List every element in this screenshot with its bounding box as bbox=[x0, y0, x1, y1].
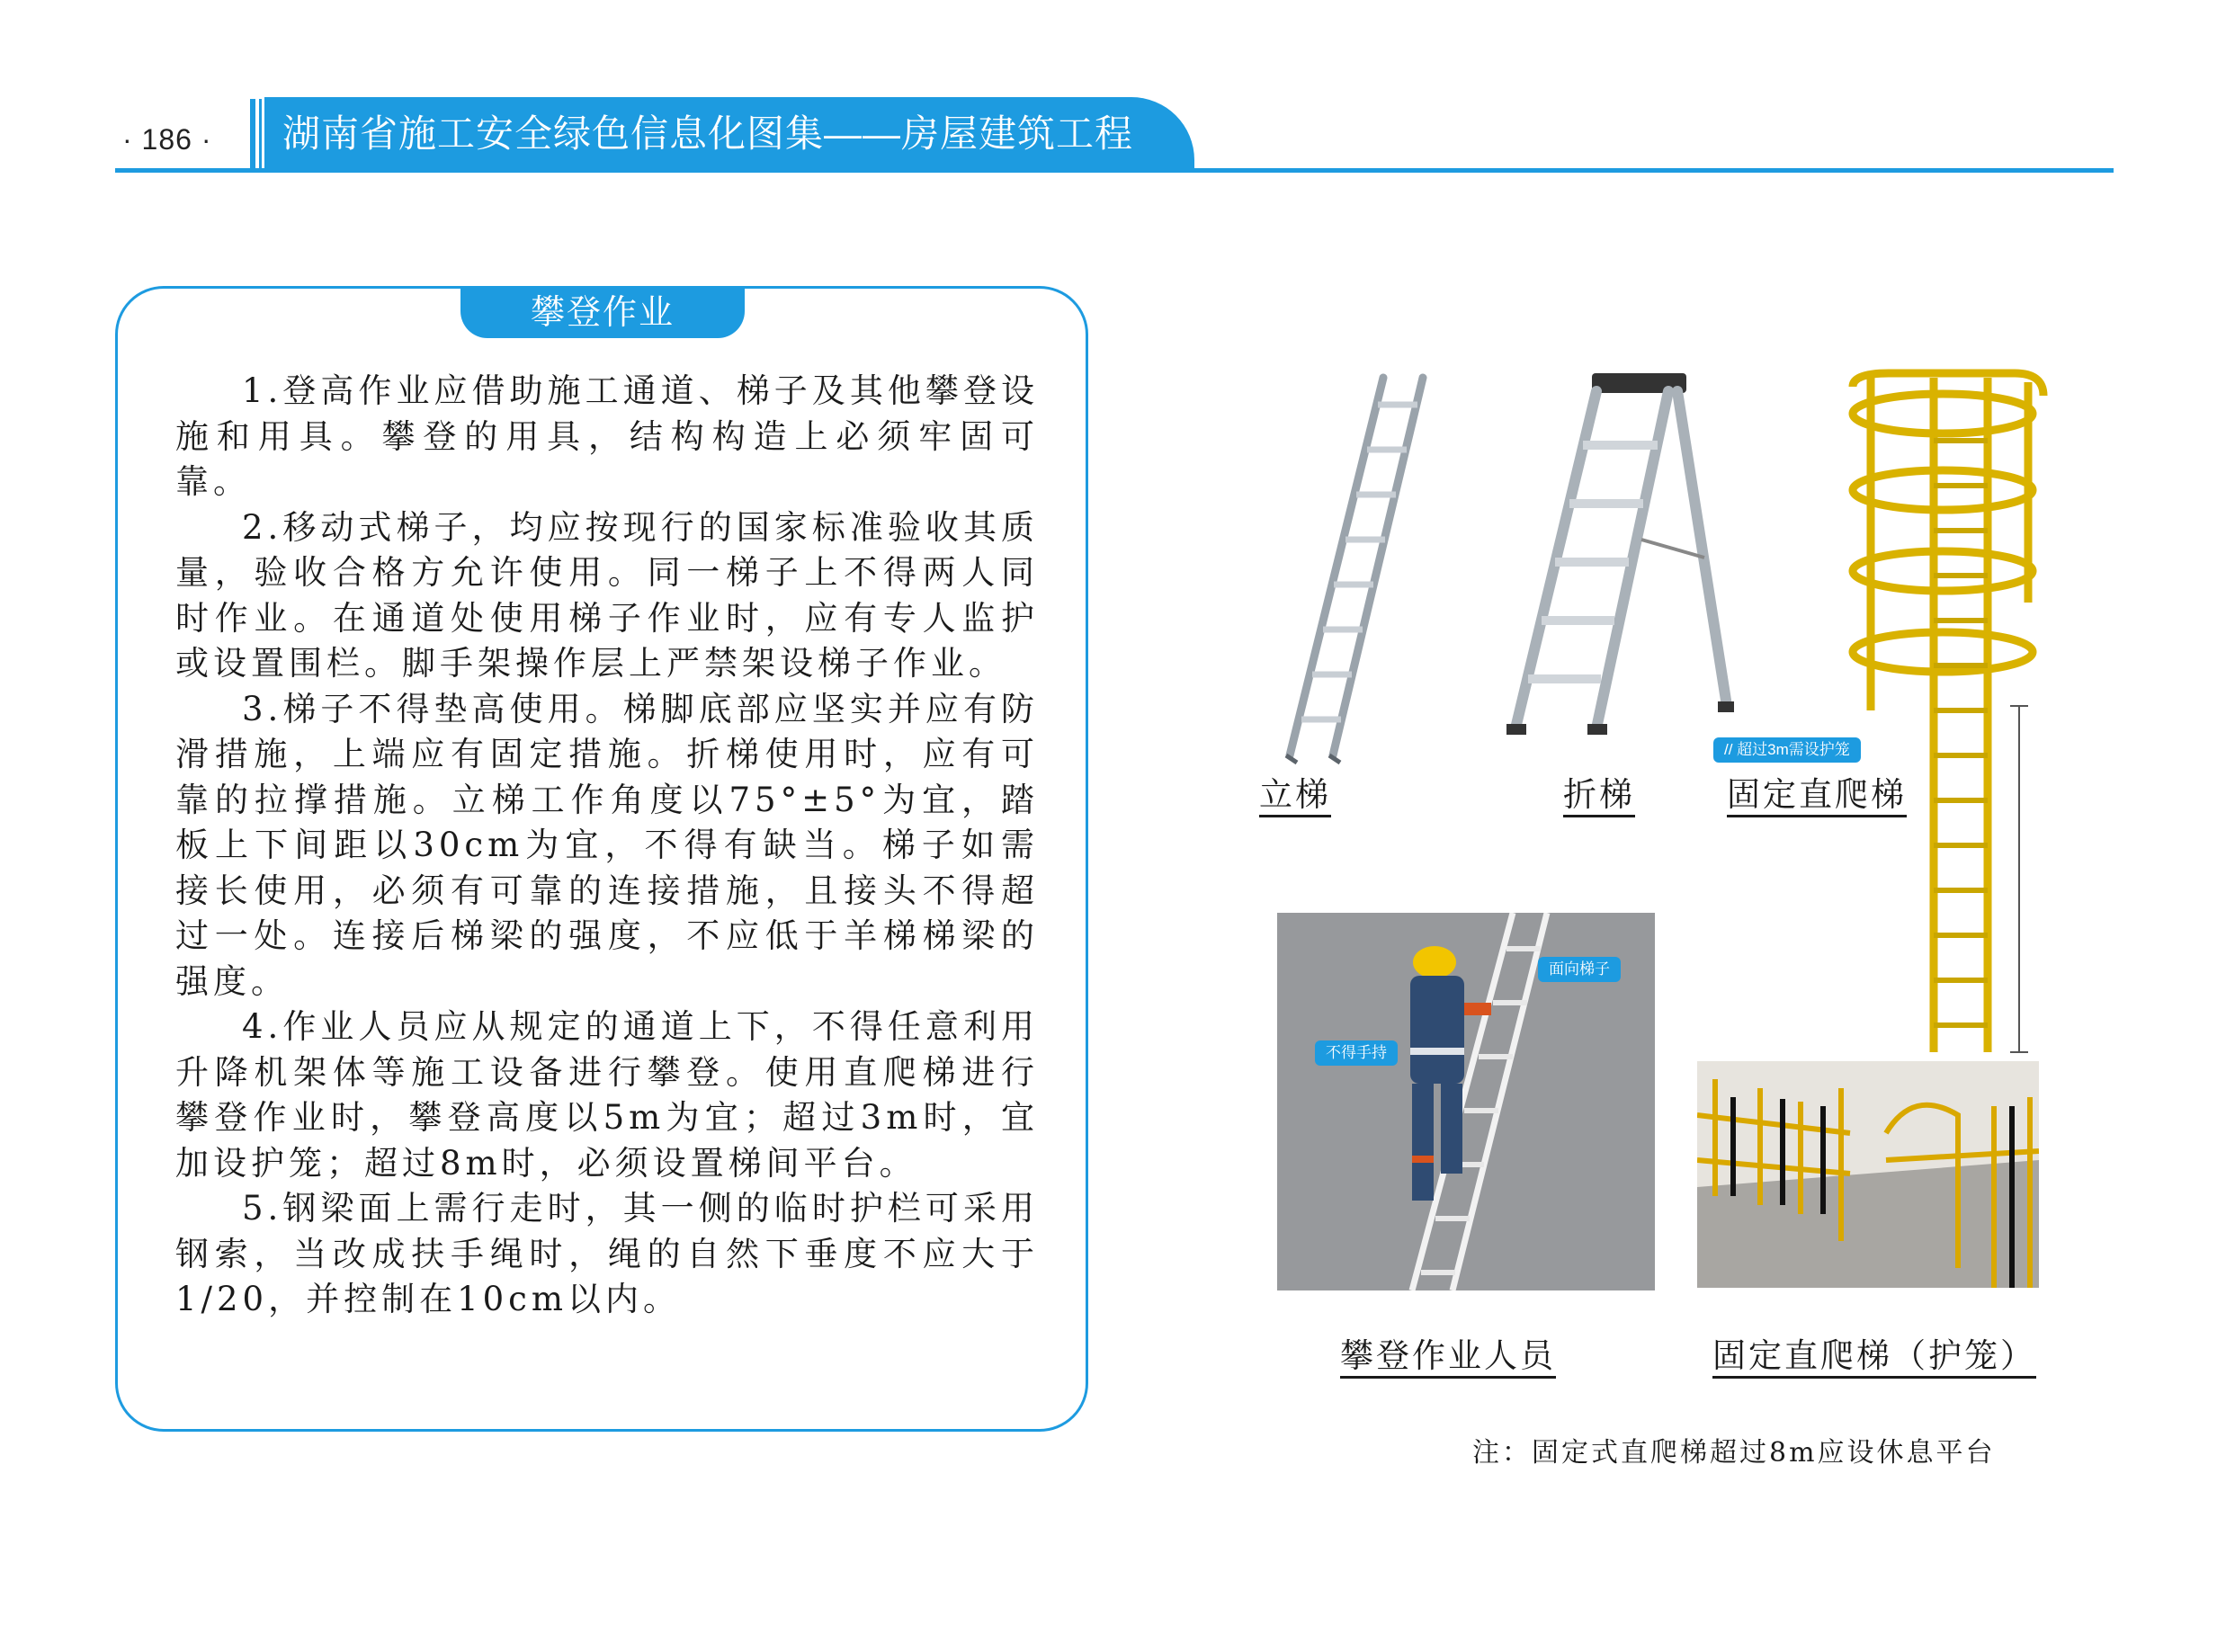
callout-cage-required: // 超过3m需设护笼 bbox=[1713, 737, 1861, 763]
folding-ladder-image bbox=[1497, 360, 1740, 746]
height-dimension-line bbox=[2006, 701, 2033, 1061]
header-divider bbox=[250, 99, 255, 171]
paragraph-5: 5.钢梁面上需行走时，其一侧的临时护栏可采用钢索，当改成扶手绳时，绳的自然下垂度不应大于1/20，并控制在10cm以内。 bbox=[175, 1189, 1039, 1318]
header-rule bbox=[115, 168, 2114, 173]
paragraph-2: 2.移动式梯子，均应按现行的国家标准验收其质量，验收合格方允许使用。同一梯子上不得两人同时作业。在通道处使用梯子作业时，应有专人监护或设置围栏。脚手架操作层上严禁架设梯子作业。 bbox=[175, 507, 1039, 683]
callout-no-handheld: 不得手持 bbox=[1315, 1040, 1398, 1066]
paragraph-1: 1.登高作业应借助施工通道、梯子及其他攀登设施和用具。攀登的用具，结构构造上必须牢固可靠。 bbox=[175, 371, 1039, 501]
paragraph-3: 3.梯子不得垫高使用。梯脚底部应坚实并应有防滑措施，上端应有固定措施。折梯使用时，应有可靠的拉撑措施。立梯工作角度以75°±5°为宜，踏板上下间距以30cm为宜，不得有缺当。梯子如需接长使用，必须有可靠的连接措施，且接头不得超过一处。连接后梯梁的强度，不应低于羊梯梯梁的强度。 bbox=[175, 689, 1039, 1001]
straight-ladder-image bbox=[1277, 360, 1439, 773]
callout-face-ladder: 面向梯子 bbox=[1538, 957, 1621, 982]
header-divider-thin bbox=[259, 99, 262, 171]
caption-fixed-ladder-cage: 固定直爬梯（护笼） bbox=[1712, 1336, 2036, 1379]
caption-folding-ladder: 折梯 bbox=[1563, 775, 1635, 817]
header-title: 湖南省施工安全绿色信息化图集——房屋建筑工程 bbox=[282, 112, 1134, 155]
caption-straight-ladder: 立梯 bbox=[1259, 775, 1331, 817]
page-number: · 186 · bbox=[122, 123, 212, 156]
caption-fixed-ladder: 固定直爬梯 bbox=[1727, 775, 1907, 817]
cage-platform-photo bbox=[1697, 1061, 2039, 1288]
section-body bbox=[175, 369, 1039, 1323]
footnote: 注：固定式直爬梯超过8m应设休息平台 bbox=[1472, 1437, 1996, 1469]
paragraph-4: 4.作业人员应从规定的通道上下，不得任意利用升降机架体等施工设备进行攀登。使用直爬梯进行攀登作业时，攀登高度以5m为宜；超过3m时，宜加设护笼；超过8m时，必须设置梯间平台。 bbox=[175, 1007, 1039, 1183]
section-title: 攀登作业 bbox=[530, 292, 675, 332]
caption-climbing-worker: 攀登作业人员 bbox=[1340, 1336, 1556, 1379]
